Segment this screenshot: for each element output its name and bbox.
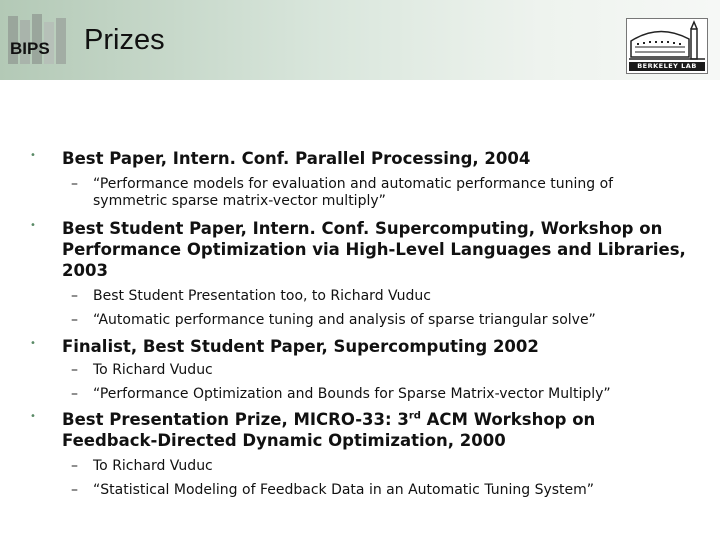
- bullet-text: Best Student Paper, Intern. Conf. Supercomputing, Workshop on Performance Optimization via High-Level Languages and Libraries, 2003: [62, 219, 686, 280]
- sub-bullet-text: “Performance Optimization and Bounds for Sparse Matrix-vector Multiply”: [93, 386, 611, 402]
- bullet-text: [62, 409, 662, 451]
- dash-icon: –: [71, 312, 78, 328]
- bullet-icon: •: [30, 411, 36, 422]
- sub-bullet-text: “Statistical Modeling of Feedback Data in an Automatic Tuning System”: [93, 482, 595, 498]
- bullet-text: Finalist, Best Student Paper, Supercomputing 2002: [62, 337, 539, 356]
- bullet-text-part: ACM Workshop on Feedback-Directed Dynamic Optimization, 2000: [62, 410, 596, 450]
- dash-icon: –: [71, 458, 78, 474]
- sub-bullet-text: To Richard Vuduc: [93, 362, 213, 378]
- sub-bullet-text: To Richard Vuduc: [93, 458, 213, 474]
- dash-icon: –: [71, 288, 78, 304]
- header-banner: [0, 0, 720, 80]
- berkeley-lab-logo-text: BERKELEY LAB: [629, 62, 705, 71]
- dash-icon: –: [71, 386, 78, 402]
- dash-icon: –: [71, 362, 78, 378]
- dash-icon: –: [71, 176, 78, 192]
- bullet-icon: •: [30, 338, 36, 349]
- superscript: rd: [408, 410, 421, 422]
- bips-logo-text: BIPS: [10, 39, 50, 58]
- dash-icon: –: [71, 482, 78, 498]
- sub-bullet-text: “Performance models for evaluation and automatic performance tuning of symmetric sparse matrix-vector multiply”: [93, 176, 614, 209]
- page-title: Prizes: [84, 24, 165, 56]
- bips-logo: [6, 12, 70, 66]
- bullet-text-part: Best Presentation Prize, MICRO-33: 3: [62, 410, 409, 429]
- berkeley-lab-logo: [626, 18, 708, 74]
- sub-bullet-text: Best Student Presentation too, to Richard Vuduc: [93, 288, 431, 304]
- bullet-icon: •: [30, 150, 36, 161]
- sub-bullet-text: “Automatic performance tuning and analysis of sparse triangular solve”: [93, 312, 596, 328]
- bullet-icon: •: [30, 220, 36, 231]
- bullet-text: Best Paper, Intern. Conf. Parallel Processing, 2004: [62, 149, 531, 168]
- berkeley-lab-building-icon: [627, 19, 707, 63]
